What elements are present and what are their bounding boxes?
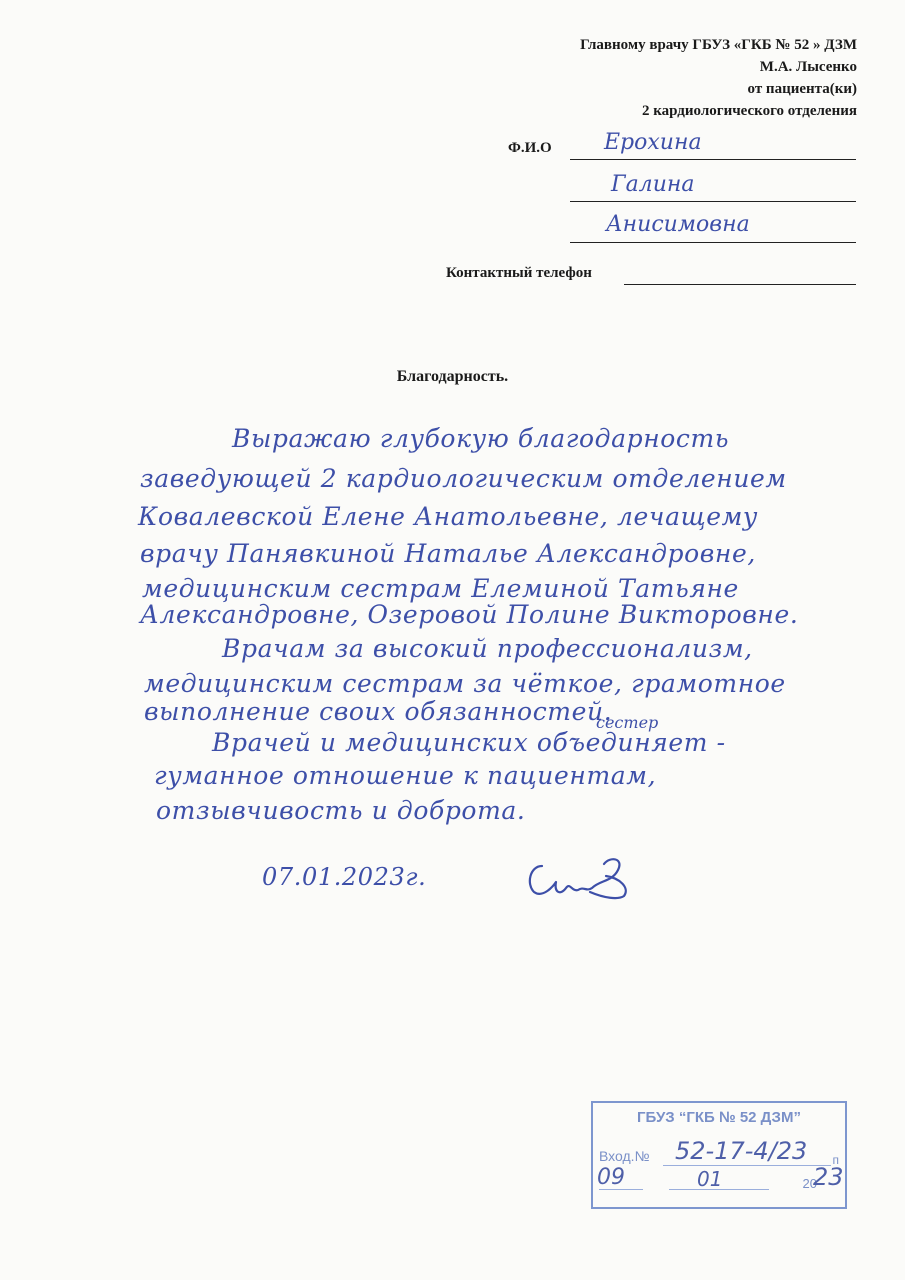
fio-name: Галина <box>611 172 695 197</box>
body-line-9: выполнение своих обязанностей. <box>144 697 613 726</box>
stamp-title: ГБУЗ “ГКБ № 52 ДЗМ” <box>637 1109 801 1126</box>
body-line-2: заведующей 2 кардиологическим отделением <box>140 464 787 493</box>
insertion-note: сестер <box>596 713 659 732</box>
body-line-1: Выражаю глубокую благодарность <box>232 424 730 453</box>
stamp-day-underline <box>599 1189 643 1190</box>
signature-icon <box>520 852 640 902</box>
fio-surname: Ерохина <box>604 130 702 155</box>
body-line-3: Ковалевской Елене Анатольевне, лечащему <box>138 502 759 531</box>
registration-stamp <box>591 1101 847 1209</box>
stamp-month: 01 <box>697 1167 723 1191</box>
fio-line-1 <box>570 159 856 160</box>
stamp-day: 09 <box>597 1165 625 1190</box>
addressee-line-4: 2 кардиологического отделения <box>642 103 857 119</box>
addressee-line-1: Главному врачу ГБУЗ «ГКБ № 52 » ДЗМ <box>580 37 857 53</box>
body-line-12: отзывчивость и доброта. <box>156 796 526 825</box>
stamp-entry-suffix: п <box>832 1153 839 1167</box>
body-line-8: медицинским сестрам за чёткое, грамотное <box>144 669 786 698</box>
body-line-5: медицинским сестрам Елеминой Татьяне <box>142 574 739 603</box>
fio-line-2 <box>570 201 856 202</box>
document-title: Благодарность. <box>396 368 509 385</box>
body-line-11: гуманное отношение к пациентам, <box>154 761 657 790</box>
stamp-entry-number: 52-17-4/23 <box>675 1137 808 1165</box>
stamp-entry-underline <box>663 1165 831 1166</box>
phone-line <box>624 284 856 285</box>
fio-patronymic: Анисимовна <box>606 212 750 237</box>
addressee-line-2: М.А. Лысенко <box>759 59 857 75</box>
stamp-year-suffix: 23 <box>813 1163 844 1191</box>
phone-label: Контактный телефон <box>446 265 592 281</box>
fio-label: Ф.И.О <box>508 140 552 156</box>
addressee-line-3: от пациента(ки) <box>747 81 857 97</box>
body-line-7: Врачам за высокий профессионализм, <box>222 634 753 663</box>
body-line-6: Александровне, Озеровой Полине Викторовне. <box>140 600 799 629</box>
body-line-10: Врачей и медицинских объединяет - <box>212 728 726 757</box>
fio-line-3 <box>570 242 856 243</box>
stamp-entry-label: Вход.№ <box>599 1148 650 1164</box>
addressee-block <box>580 34 857 122</box>
body-line-4: врачу Панявкиной Наталье Александровне, <box>140 539 756 568</box>
stamp-year-prefix: 20 <box>802 1176 817 1191</box>
letter-date: 07.01.2023г. <box>262 863 427 891</box>
